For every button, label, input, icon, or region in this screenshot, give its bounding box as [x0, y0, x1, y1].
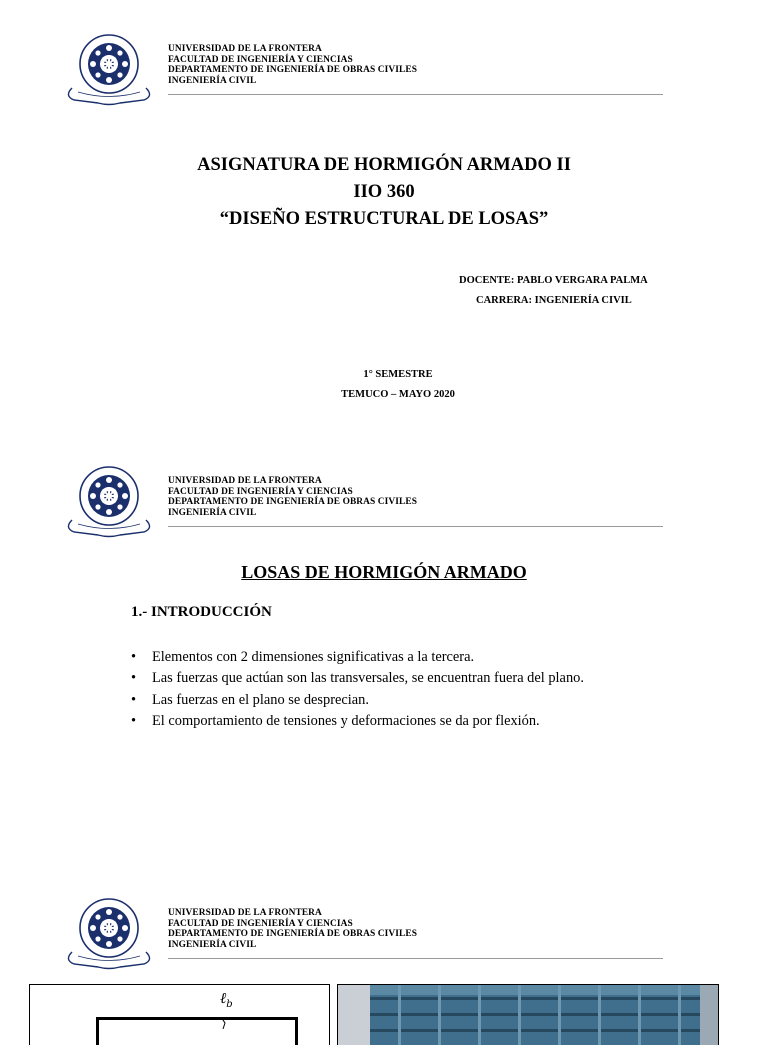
header-program: INGENIERÍA CIVIL: [168, 75, 257, 86]
place-date-line: TEMUCO – MAYO 2020: [341, 389, 455, 400]
intro-page: [0, 432, 768, 864]
list-item: • Las fuerzas que actúan son las transversales, se encuentran fuera del plano.: [131, 668, 584, 689]
slab-diagram: [29, 984, 330, 1045]
semester-line: 1° SEMESTRE: [363, 369, 433, 380]
list-item: • Elementos con 2 dimensiones significativas a la tercera.: [131, 647, 584, 668]
header-department: DEPARTAMENTO DE INGENIERÍA DE OBRAS CIVILES: [168, 497, 418, 508]
university-seal-icon: [64, 894, 154, 976]
page-title: LOSAS DE HORMIGÓN ARMADO: [241, 562, 527, 582]
header-faculty: FACULTAD DE INGENIERÍA Y CIENCIAS: [168, 486, 353, 497]
intro-bullet-list: [131, 647, 584, 732]
slab-outline: [96, 1017, 298, 1045]
span-length-symbol: ℓ: [220, 989, 227, 1007]
institution-header: [168, 908, 417, 950]
course-title: ASIGNATURA DE HORMIGÓN ARMADO II: [197, 155, 571, 175]
university-logo: [64, 30, 154, 112]
cover-title-block: [0, 152, 768, 233]
header-university: UNIVERSIDAD DE LA FRONTERA: [168, 476, 322, 486]
header-divider: [168, 94, 663, 95]
header-divider: [168, 958, 663, 959]
header-department: DEPARTAMENTO DE INGENIERÍA DE OBRAS CIVILES: [168, 65, 418, 76]
university-logo: [64, 894, 154, 976]
course-code: IIO 360: [353, 182, 415, 202]
institution-header: [168, 44, 417, 86]
header-faculty: FACULTAD DE INGENIERÍA Y CIENCIAS: [168, 918, 353, 929]
cover-page: [0, 0, 768, 432]
list-item: • El comportamiento de tensiones y deformaciones se da por flexión.: [131, 711, 584, 732]
span-length-subscript: b: [226, 999, 233, 1010]
university-seal-icon: [64, 30, 154, 112]
building-photo: [337, 984, 719, 1045]
list-item: • Las fuerzas en el plano se desprecian.: [131, 690, 584, 711]
header-university: UNIVERSIDAD DE LA FRONTERA: [168, 908, 322, 918]
header-program: INGENIERÍA CIVIL: [168, 507, 257, 518]
teacher-line: DOCENTE: PABLO VERGARA PALMA: [459, 275, 648, 286]
career-line: CARRERA: INGENIERÍA CIVIL: [476, 295, 632, 306]
building-facade-image: [338, 985, 718, 1045]
section-heading: 1.- INTRODUCCIÓN: [131, 604, 272, 620]
university-seal-icon: [64, 462, 154, 544]
header-university: UNIVERSIDAD DE LA FRONTERA: [168, 44, 322, 54]
header-faculty: FACULTAD DE INGENIERÍA Y CIENCIAS: [168, 54, 353, 65]
header-divider: [168, 526, 663, 527]
header-department: DEPARTAMENTO DE INGENIERÍA DE OBRAS CIVILES: [168, 929, 418, 940]
span-length-label: [220, 989, 233, 1010]
institution-header: [168, 476, 417, 518]
course-topic: “DISEÑO ESTRUCTURAL DE LOSAS”: [219, 209, 549, 229]
university-logo: [64, 462, 154, 544]
header-program: INGENIERÍA CIVIL: [168, 939, 257, 950]
third-page: [0, 864, 768, 1024]
slab-detail-mark: [218, 1017, 232, 1029]
